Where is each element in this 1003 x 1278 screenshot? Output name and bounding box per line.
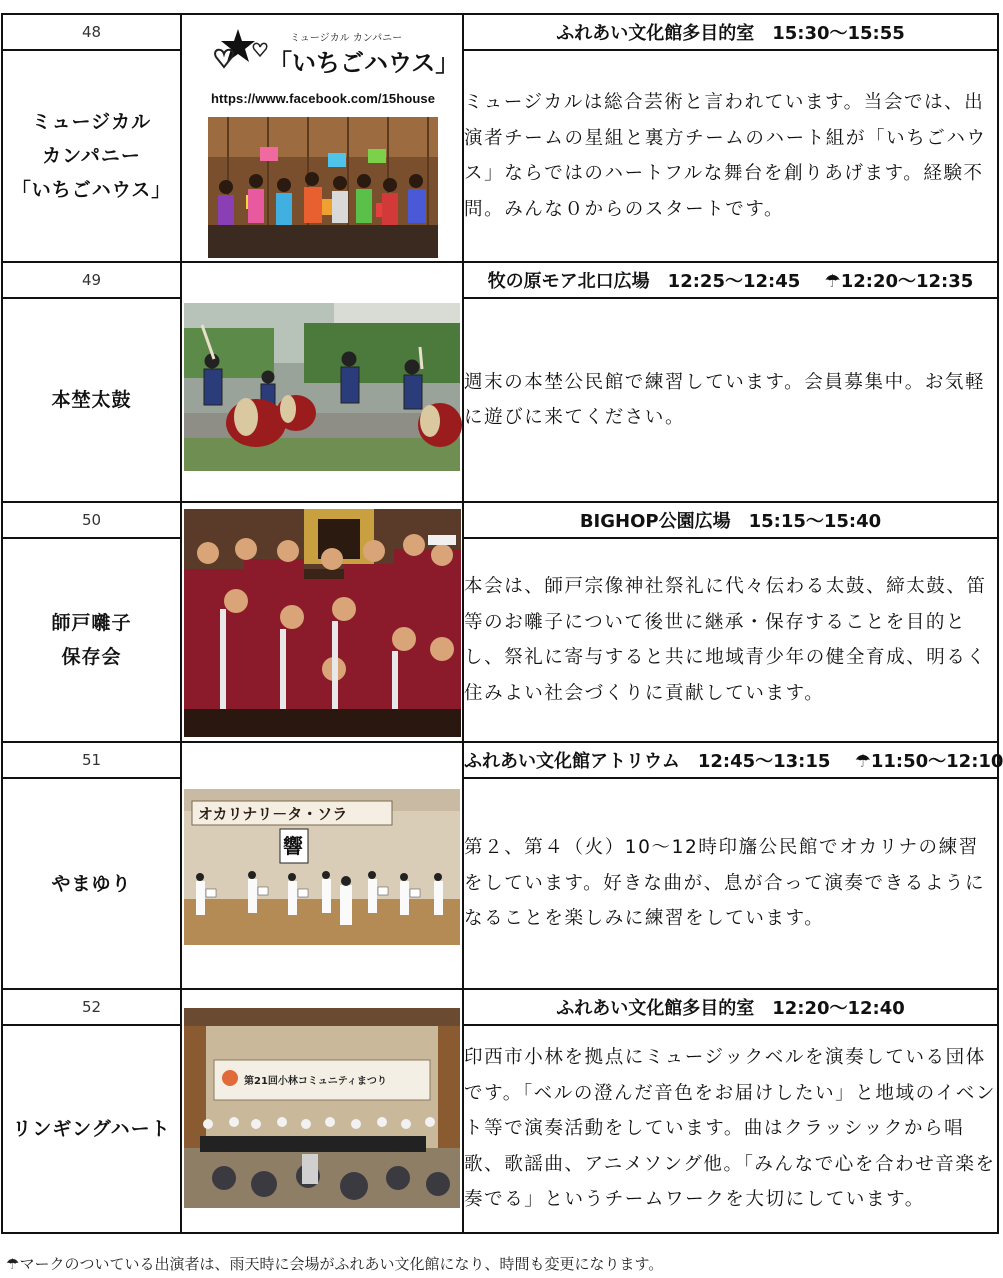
entry-number: 52 xyxy=(2,989,181,1025)
hongo-taiko-photo xyxy=(184,303,460,471)
entry-name: リンギングハート xyxy=(2,1025,181,1233)
morodo-hayashi-photo xyxy=(184,509,461,737)
entry-number: 51 xyxy=(2,742,181,778)
photo-kanji: 響 xyxy=(283,834,303,858)
poster-url: https://www.facebook.com/15house xyxy=(211,91,435,106)
umbrella-icon: ☂ xyxy=(806,271,841,292)
entry-description: 印西市小林を拠点にミュージックベルを演奏している団体です。「ベルの澄んだ音色をお届けしたい」と地域のイベント等で演奏活動をしています。曲はクラッシックから唱歌、歌謡曲、アニメソング他。「みんなで心を合わせ音楽を奏でる」というチームワークを大切にしています。 xyxy=(463,1025,998,1233)
entry-venue: BIGHOP公園広場 15:15〜15:40 xyxy=(463,502,998,538)
entry-name: ミュージカル カンパニー 「いちごハウス」 xyxy=(2,50,181,262)
table-row xyxy=(2,502,998,538)
entry-photo-cell xyxy=(181,989,463,1233)
ringing-heart-photo xyxy=(184,1008,460,1208)
rain-footnote: ☂マークのついている出演者は、雨天時に会場がふれあい文化館になり、時間も変更になります。 xyxy=(6,1255,664,1273)
umbrella-icon: ☂ xyxy=(6,1255,20,1273)
table-row xyxy=(2,1025,998,1233)
umbrella-icon: ☂ xyxy=(836,751,871,772)
photo-banner: 第21回小林コミュニティまつり xyxy=(244,1076,387,1087)
entry-name: 師戸囃子 保存会 xyxy=(2,538,181,742)
entry-name: やまゆり xyxy=(2,778,181,989)
poster-title: 「いちごハウス」 xyxy=(268,49,460,77)
table-row xyxy=(2,989,998,1025)
table-row xyxy=(2,50,998,262)
entry-photo-cell xyxy=(181,502,463,742)
entry-number: 49 xyxy=(2,262,181,298)
table-row xyxy=(2,778,998,989)
entry-description: ミュージカルは総合芸術と言われています。当会では、出演者チームの星組と裏方チームのハート組が「いちごハウス」ならではのハートフルな舞台を創りあげます。経験不問。みんな０からのスタートです。 xyxy=(463,50,998,262)
table-row xyxy=(2,538,998,742)
entry-venue: 牧の原モア北口広場 12:25〜12:45 ☂12:20〜12:35 xyxy=(463,262,998,298)
entry-description: 週末の本埜公民館で練習しています。会員募集中。お気軽に遊びに来てください。 xyxy=(463,298,998,502)
entry-venue: ふれあい文化館多目的室 12:20〜12:40 xyxy=(463,989,998,1025)
table-row xyxy=(2,742,998,778)
entry-description: 第２、第４（火）10〜12時印旛公民館でオカリナの練習をしています。好きな曲が、息が合って演奏できるようになることを楽しみに練習をしています。 xyxy=(463,778,998,989)
table-row xyxy=(2,262,998,298)
table-row xyxy=(2,298,998,502)
entry-venue: ふれあい文化館多目的室 15:30〜15:55 xyxy=(463,14,998,50)
entry-name: 本埜太鼓 xyxy=(2,298,181,502)
performer-table xyxy=(1,13,1003,1234)
table-row xyxy=(2,14,998,50)
poster-small-title: ミュージカル カンパニー xyxy=(290,33,403,44)
entry-description: 本会は、師戸宗像神社祭礼に代々伝わる太鼓、締太鼓、笛等のお囃子について後世に継承・保存することを目的とし、祭礼に寄与すると共に地域青少年の健全育成、明るく住みよい社会づくりに貢献しています。 xyxy=(463,538,998,742)
entry-number: 48 xyxy=(2,14,181,50)
entry-photo-cell xyxy=(181,14,463,262)
entry-photo-cell xyxy=(181,742,463,989)
ichigo-house-poster xyxy=(208,19,460,258)
photo-banner: オカリナリ－タ・ソラ xyxy=(198,805,348,823)
yamayuri-photo xyxy=(184,789,460,945)
entry-number: 50 xyxy=(2,502,181,538)
entry-venue: ふれあい文化館アトリウム 12:45〜13:15 ☂11:50〜12:10 xyxy=(463,742,998,778)
entry-photo-cell xyxy=(181,262,463,502)
